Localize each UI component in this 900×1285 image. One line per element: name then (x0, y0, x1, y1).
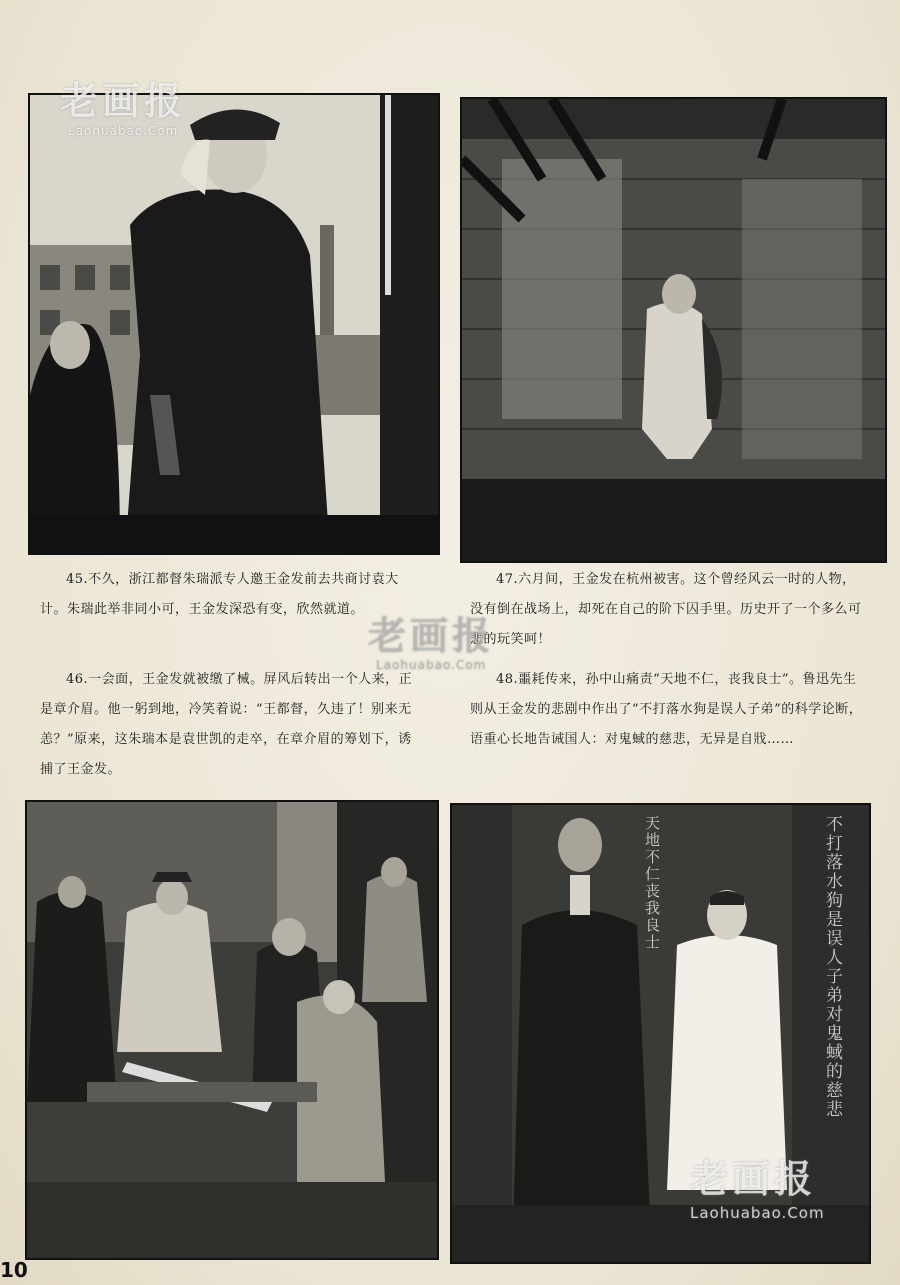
watermark-logo-center: 老画报 (368, 614, 495, 658)
caption-48-text: 48.噩耗传来，孙中山痛责“天地不仁，丧我良士”。鲁迅先生则从王金发的悲剧中作出了“不打落水狗是误人子弟”的科学论断，语重心长地告诫国人：对鬼蜮的慈悲，无异是自戕…… (470, 672, 863, 747)
caption-47 (470, 565, 865, 655)
watermark-logo-top: 老画报 (60, 79, 187, 123)
watermark-url-bottom: Laohuabao.Com (690, 1204, 825, 1222)
panel-46-image (25, 800, 439, 1260)
calligraphy-right: 不打落水狗是误人子弟对鬼蜮的慈悲 (822, 815, 842, 1119)
panel-45-drawing (30, 95, 438, 553)
page-number: 10 (0, 1258, 28, 1282)
caption-45 (40, 565, 420, 625)
watermark-url-center: Laohuabao.Com (376, 658, 487, 672)
panel-45-image (28, 93, 440, 555)
caption-45-text: 45.不久，浙江都督朱瑞派专人邀王金发前去共商讨袁大计。朱瑞此举非同小可，王金发深恐有变，欣然就道。 (40, 572, 399, 617)
watermark-logo-bottom: 老画报 (690, 1157, 817, 1201)
panel-46-drawing (27, 802, 437, 1258)
caption-46-text: 46.一会面，王金发就被缴了械。屏风后转出一个人来，正是章介眉。他一躬到地，冷笑着说：“王都督，久违了！别来无恙？”原来，这朱瑞本是袁世凯的走卒，在章介眉的筹划下，诱捕了王金发。 (40, 672, 413, 777)
panel-47-image (460, 97, 887, 563)
caption-47-text: 47.六月间，王金发在杭州被害。这个曾经风云一时的人物，没有倒在战场上，却死在自己的阶下囚手里。历史开了一个多么可悲的玩笑呵！ (470, 572, 862, 647)
watermark-url-top: Laohuabao.Com (68, 124, 179, 138)
caption-46 (40, 665, 425, 785)
panel-47-drawing (462, 99, 885, 561)
caption-48 (470, 665, 865, 755)
calligraphy-left: 天地不仁丧我良士 (643, 815, 661, 951)
